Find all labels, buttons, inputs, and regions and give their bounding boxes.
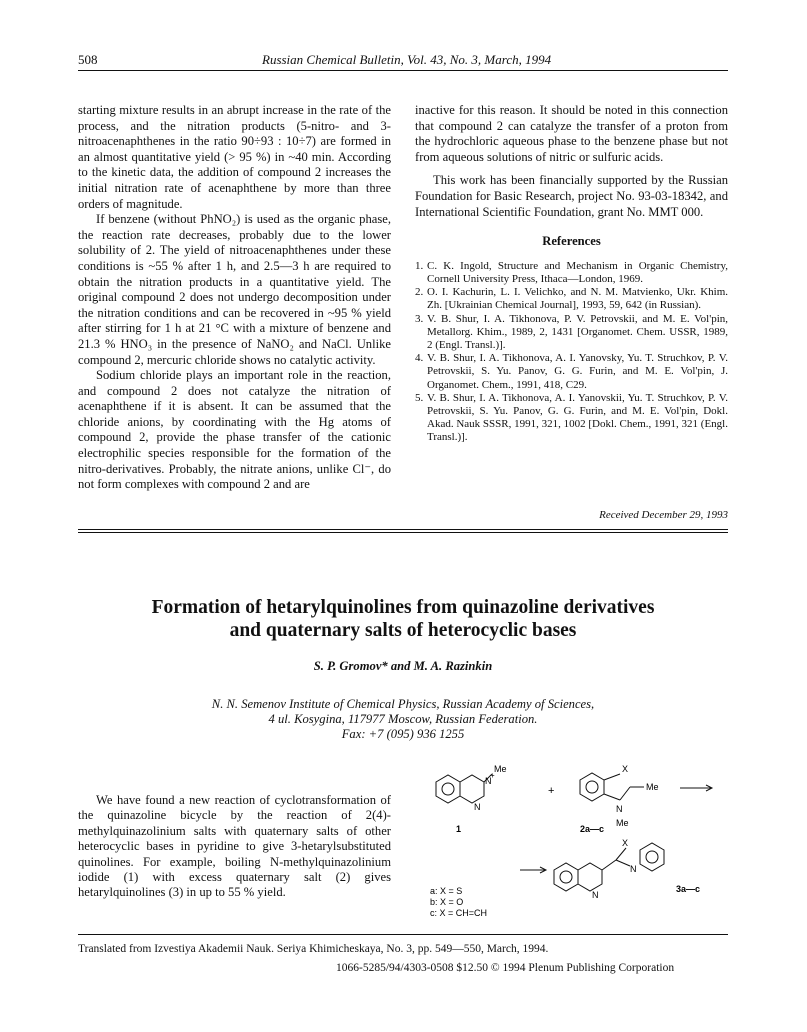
received-date: Received December 29, 1993 (599, 509, 728, 521)
paragraph: starting mixture results in an abrupt increase in the rate of the process, and the nitration products (5-nitro- and 3-nitroacenaphthenes in the ratio 90÷93 : 10÷7) are formed in an almost quantitative yield (> 95 %) in ~40 min. According to the kinetic data, the addition of compound 2 increases the initial nitration rate of acenaphthene by more than three orders of magnitude. (78, 103, 391, 211)
references-title: References (542, 234, 601, 249)
right-column (415, 103, 728, 445)
reference-item (415, 352, 728, 392)
substituent-b: b: X = O (430, 897, 464, 907)
reference-item (415, 286, 728, 312)
affiliation (78, 697, 728, 742)
n-plus-charge: + (490, 771, 495, 780)
compound-3-label: 3a—c (676, 884, 701, 894)
authors: S. P. Gromov* and M. A. Razinkin (313, 659, 493, 673)
substituent-a: a: X = S (430, 886, 463, 896)
affiliation-line-1: N. N. Semenov Institute of Chemical Physics, Russian Academy of Sciences, (211, 697, 595, 711)
copyright-line: 1066-5285/94/4303-0508 $12.50 © 1994 Plenum Publishing Corporation (336, 962, 675, 974)
title-line-1: Formation of hetarylquinolines from quinazoline derivatives (151, 597, 655, 618)
affiliation-fax: Fax: +7 (095) 936 1255 (341, 727, 465, 741)
reference-text: V. B. Shur, I. A. Tikhonova, A. I. Yanovskii, Yu. T. Struchkov, P. V. Petrovskii, S. Yu. Panov, G. G. Furin, and M. E. Vol'pin, Dokl. Akad. Nauk SSSR, 1991, 321, 1002 [Dokl. Chem., 1991, 321 (Engl. Transl.)]. (427, 391, 728, 444)
n-atom-label: N (630, 864, 637, 874)
reaction-scheme (430, 760, 730, 920)
journal-header: Russian Chemical Bulletin, Vol. 43, No. 3, March, 1994 (262, 52, 552, 67)
reference-text: V. B. Shur, I. A. Tikhonova, A. I. Yanovsky, Yu. T. Struchkov, P. V. Petrovskii, S. Yu. Panov, G. G. Furin, and M. E. Vol'pin, J. Organomet. Chem., 1991, 418, C29. (427, 352, 728, 391)
substituent-c: c: X = CH=CH (430, 908, 488, 918)
page-number: 508 (78, 52, 98, 67)
compound-2-label: 2a—c (580, 824, 605, 834)
reference-number: 1. (415, 259, 424, 272)
quinazolinium-structure (436, 774, 492, 803)
reference-number: 4. (415, 352, 424, 365)
methyl-label: Me (494, 764, 507, 774)
x-atom-label: X (622, 838, 629, 848)
section-rule-second (78, 532, 728, 533)
reference-number: 5. (415, 391, 424, 404)
methyl-label: Me (646, 782, 659, 792)
acknowledgement: This work has been financially supported by the Russian Foundation for Basic Research, project No. 93-03-18342, and International Scientific Foundation, grant No. MMT 000. (415, 173, 728, 219)
x-atom-label: X (622, 764, 629, 774)
reference-text: C. K. Ingold, Structure and Mechanism in Organic Chemistry, Cornell University Press, Ithaca—London, 1969. (427, 259, 728, 285)
reference-item (415, 260, 728, 286)
title-line-2: and quaternary salts of heterocyclic bases (229, 620, 577, 641)
paragraph: Sodium chloride plays an important role in the reaction, and compound 2 does not catalyze the nitration of acenaphthene if it is absent. It can be assumed that the chloride anions, by coordinating with the Hg atoms of compound 2, provide the phase transfer of the cationic electrophilic species responsible for the formation of the nitro-derivatives. Probably, the nitrate anions, unlike Cl⁻, do not form complexes with compound 2 and are (78, 368, 391, 492)
footer-rule (78, 934, 728, 935)
n-atom-label: N (592, 890, 599, 900)
benzazolium-structure (580, 773, 644, 801)
article-title (78, 596, 728, 642)
abstract: We have found a new reaction of cyclotransformation of the quinazoline bicycle by the reaction of 2(4)-methylquinazolinium salts with quaternary salts of other heterocyclic bases in pyridine to give 3-hetarylsubstituted quinolines. For example, boiling N-methylquinazolinium iodide (1) with excess quaternary salt (2) gives hetarylquinolines (3) in up to 55 % yield. (78, 793, 391, 900)
paragraph: If benzene (without PhNO₂) is used as the organic phase, the reaction rate decreases, probably due to the lower solubility of 2. The yield of nitroacenaphthenes under these conditions is ~55 % after 1 h, and 2.5—3 h are required to obtain the nitration products in a quantitative yield. The original compound 2 does not undergo decomposition under the nitration conditions and can be recovered in ~95 % yield after stirring for 1 h at 21 °C with a mixture of benzene and 21.3 % HNO₃ in the presence of NaNO₂ and NaCl. Unlike compound 2, mercuric chloride shows no catalytic activity. (78, 212, 391, 367)
reference-item (415, 392, 728, 445)
n-atom-label: N (485, 776, 492, 786)
n-plus-atom-label: N (616, 804, 623, 814)
n-atom-label: N (474, 802, 481, 812)
paragraph: inactive for this reason. It should be noted in this connection that compound 2 can catalyze the transfer of a proton from the hydrochloric aqueous phase to the benzene phase but not from aqueous solutions of nitric or sulfuric acids. (415, 103, 728, 164)
reference-text: O. I. Kachurin, L. I. Velichko, and N. M. Matvienko, Ukr. Khim. Zh. [Ukrainian Chemical Journal], 1993, 59, 642 (in Russian). (427, 286, 728, 312)
reaction-arrow (680, 785, 712, 791)
reference-text: V. B. Shur, I. A. Tikhonova, P. V. Petrovskii, and M. E. Vol'pin, Metallorg. Khim., 1989, 2, 1431 [Organomet. Chem. USSR, 1989, 2 (Engl. Transl.)]. (427, 312, 728, 351)
section-rule (78, 529, 728, 530)
reaction-arrow (520, 867, 546, 873)
hetarylquinoline-structure (554, 843, 664, 891)
header-rule (78, 70, 728, 71)
reference-item (415, 313, 728, 353)
translation-note: Translated from Izvestiya Akademii Nauk. Seriya Khimicheskaya, No. 3, pp. 549—550, March, 1994. (78, 943, 549, 955)
methyl-label: Me (616, 818, 629, 828)
reference-number: 2. (415, 286, 424, 299)
left-column (78, 103, 391, 493)
compound-1-label: 1 (456, 824, 462, 834)
references-list (415, 260, 728, 445)
reference-number: 3. (415, 312, 424, 325)
plus-sign: + (548, 785, 555, 797)
affiliation-line-2: 4 ul. Kosygina, 117977 Moscow, Russian Federation. (268, 712, 538, 726)
